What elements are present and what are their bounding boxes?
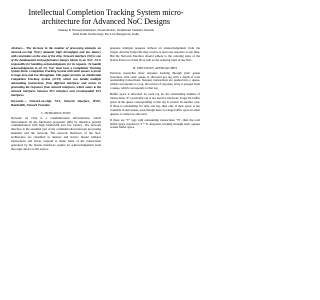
previous-approaches-paragraph-2: Buffer space is allocated for each tag for the outstanding number of transactions. If a particular tag is not used by hardware Target IP, buffer space in the queue corresponding to that tag is wasted. In another case, if there is outstanding for only one tag, then only if their space is not available in that queue, even though there is a huge buffer space in other queues, it cannot be allocated. [110,92,200,116]
author-block [14,28,198,37]
introduction-text: Network on Chip is a communication infrastructure, which interconnects all the functional properties (IPs) by intensive parallel communication with high bandwidth and low latency. The network interface is the essential part of the communication between processing elements and the network. The network interfaces of the NoC architecture are classified as masters and slaves: master initiates transactions and slaves respond to them. Most of the transactions generated by the master interfaces require an acknowledgement from the target device to the source. [11,115,101,151]
abstract: Abstract— The increase in the number of processing elements on network-on-chip (NoC) demands high throughput and low latency with constraints on the area of the chip. Network interface (NI) is one of the fundamental and performance-hungry blocks in an NoC. NI is responsible for handling acknowledgments for its requests. To handle acknowledgments in an NI, NoC must have a Completion Tracking System block. Completion Tracking System with static queues is prone to huge area and low throughput. This paper presents an Intellectual Completion Tracking System (ICTS) which can handle multiple outstanding transactions from different interfaces and assists in generating the responses from network interfaces, which caters to the network interfaces between PCI Interface and recommended PCI interfaces. [11,46,101,97]
section-heading-previous-approaches: II. PREVIOUS APPROACHES [132,65,178,70]
section-heading-introduction: I. INTRODUCTION [41,110,71,115]
paper-title: Intellectual Completion Tracking System micro-architecture for Advanced NoC Designs [28,8,184,26]
previous-approaches-paragraph-3: If there are "T" tags with outstanding transactions "N", then the total buffer space required is T * N. Response tracking through static queues wastes buffer space. [110,117,200,130]
right-column [110,47,200,132]
previous-approaches-paragraph-1: Previous researches show response tracking through static queue structures. One static queue is allocated per tag with a depth of total outstanding transactions. Request transactions are pushed into a queue, which corresponds to a tag. On arrival of response, entry is popped from a queue, which corresponds to that tag. [110,70,200,91]
left-column [11,47,101,154]
authors: Sudeep P, Naveen Kumaran, Sreenath AK, Vadlamani Venkata Sateesh [57,28,154,32]
keywords: Keywords— Network-on-chip, NCI, Network Interface, IEEE, Bandwidth, Network Function [11,98,101,107]
right-intro-text: generate multiple requests without an acknowledgement from the Target. And the Target IPs may receive at least one response at any time. But the Network Interface should adhere to the ordering rules of the Native Protocol of that IP as well as the ordering rules of the NoC. [110,46,200,62]
affiliation: Intel India Technology Pvt Ltd, Bangalore, India [73,32,139,37]
